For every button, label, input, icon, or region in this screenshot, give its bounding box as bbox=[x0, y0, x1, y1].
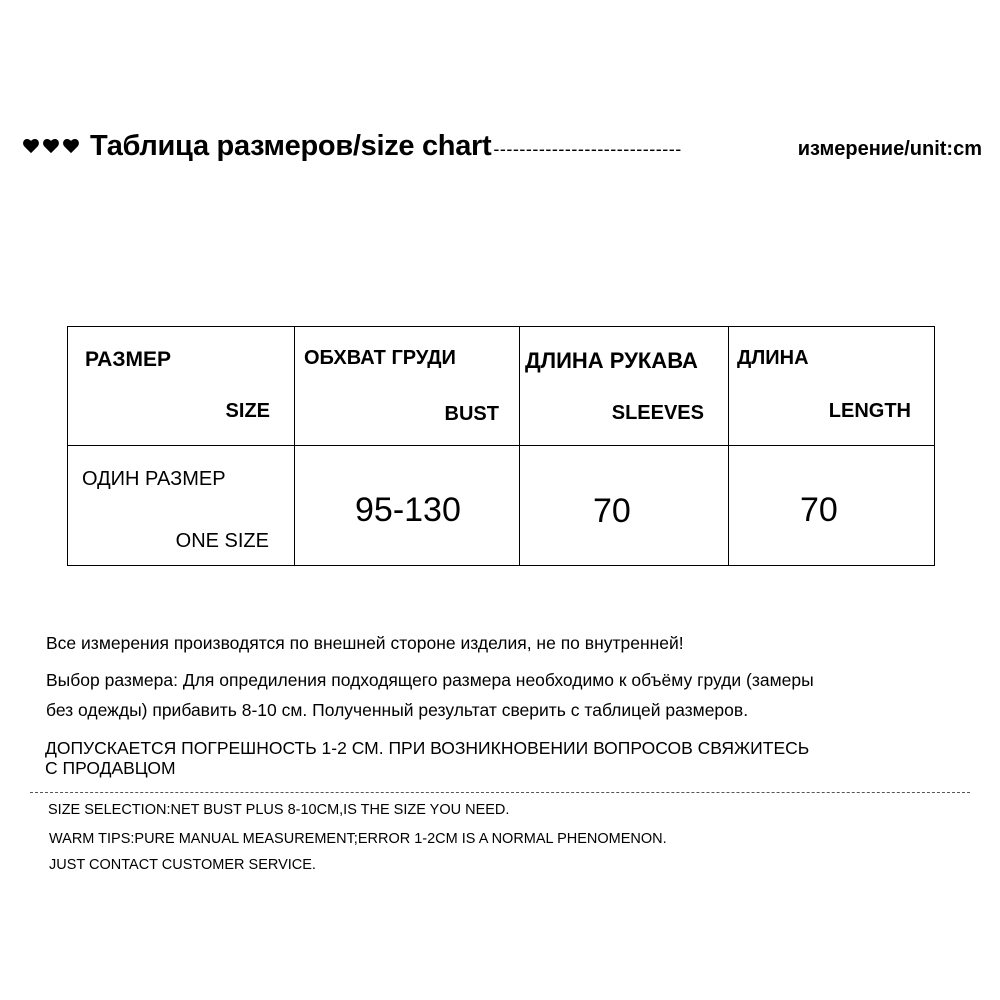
cell-length bbox=[729, 446, 935, 566]
tip-line-3: JUST CONTACT CUSTOMER SERVICE. bbox=[49, 857, 316, 873]
table-row bbox=[68, 446, 935, 566]
header-cell-size bbox=[68, 327, 295, 446]
header-cell-length bbox=[729, 327, 935, 446]
tip-line-2: WARM TIPS:PURE MANUAL MEASUREMENT;ERROR 1-2CM IS A NORMAL PHENOMENON. bbox=[49, 831, 667, 847]
header-sleeves-en: SLEEVES bbox=[611, 402, 704, 424]
heart-icon bbox=[22, 137, 40, 155]
header-bust-ru: ОБХВАТ ГРУДИ bbox=[304, 347, 456, 369]
length-value: 70 bbox=[800, 491, 838, 529]
size-chart-header bbox=[22, 126, 982, 166]
dashed-leader: ----------------------------- bbox=[493, 138, 682, 159]
header-length-ru: ДЛИНА bbox=[737, 347, 809, 369]
hearts-group bbox=[22, 137, 80, 155]
header-cell-bust bbox=[295, 327, 520, 446]
header-length-en: LENGTH bbox=[828, 400, 911, 422]
heart-icon bbox=[42, 137, 60, 155]
header-size-ru: РАЗМЕР bbox=[85, 348, 171, 371]
sleeves-value: 70 bbox=[593, 492, 631, 530]
note-line-3: без одежды) прибавить 8-10 см. Полученный результат сверить с таблицей размеров. bbox=[46, 700, 749, 720]
header-size-en: SIZE bbox=[225, 400, 270, 422]
dashed-divider bbox=[30, 792, 970, 793]
table-header-row bbox=[68, 327, 935, 446]
cell-size bbox=[68, 446, 295, 566]
unit-label: измерение/unit:cm bbox=[797, 137, 982, 160]
heart-icon bbox=[62, 137, 80, 155]
note-line-2: Выбор размера: Для опредиления подходящего размера необходимо к объёму груди (замеры bbox=[46, 670, 814, 690]
header-cell-sleeves bbox=[520, 327, 729, 446]
header-bust-en: BUST bbox=[444, 403, 499, 425]
tip-line-1: SIZE SELECTION:NET BUST PLUS 8-10CM,IS THE SIZE YOU NEED. bbox=[48, 802, 510, 818]
note-line-5: С ПРОДАВЦОМ bbox=[45, 758, 176, 778]
note-line-4: ДОПУСКАЕТСЯ ПОГРЕШНОСТЬ 1-2 СМ. ПРИ ВОЗНИКНОВЕНИИ ВОПРОСОВ СВЯЖИТЕСЬ bbox=[45, 738, 810, 758]
bust-value: 95-130 bbox=[355, 491, 461, 529]
cell-sleeves bbox=[520, 446, 729, 566]
cell-bust bbox=[295, 446, 520, 566]
note-line-1: Все измерения производятся по внешней стороне изделия, не по внутренней! bbox=[46, 633, 684, 653]
size-value-ru: ОДИН РАЗМЕР bbox=[82, 468, 226, 490]
header-sleeves-ru: ДЛИНА РУКАВА bbox=[525, 348, 698, 373]
size-value-en: ONE SIZE bbox=[175, 530, 269, 552]
chart-title: Таблица размеров/size chart bbox=[90, 129, 492, 162]
size-table bbox=[67, 326, 935, 566]
